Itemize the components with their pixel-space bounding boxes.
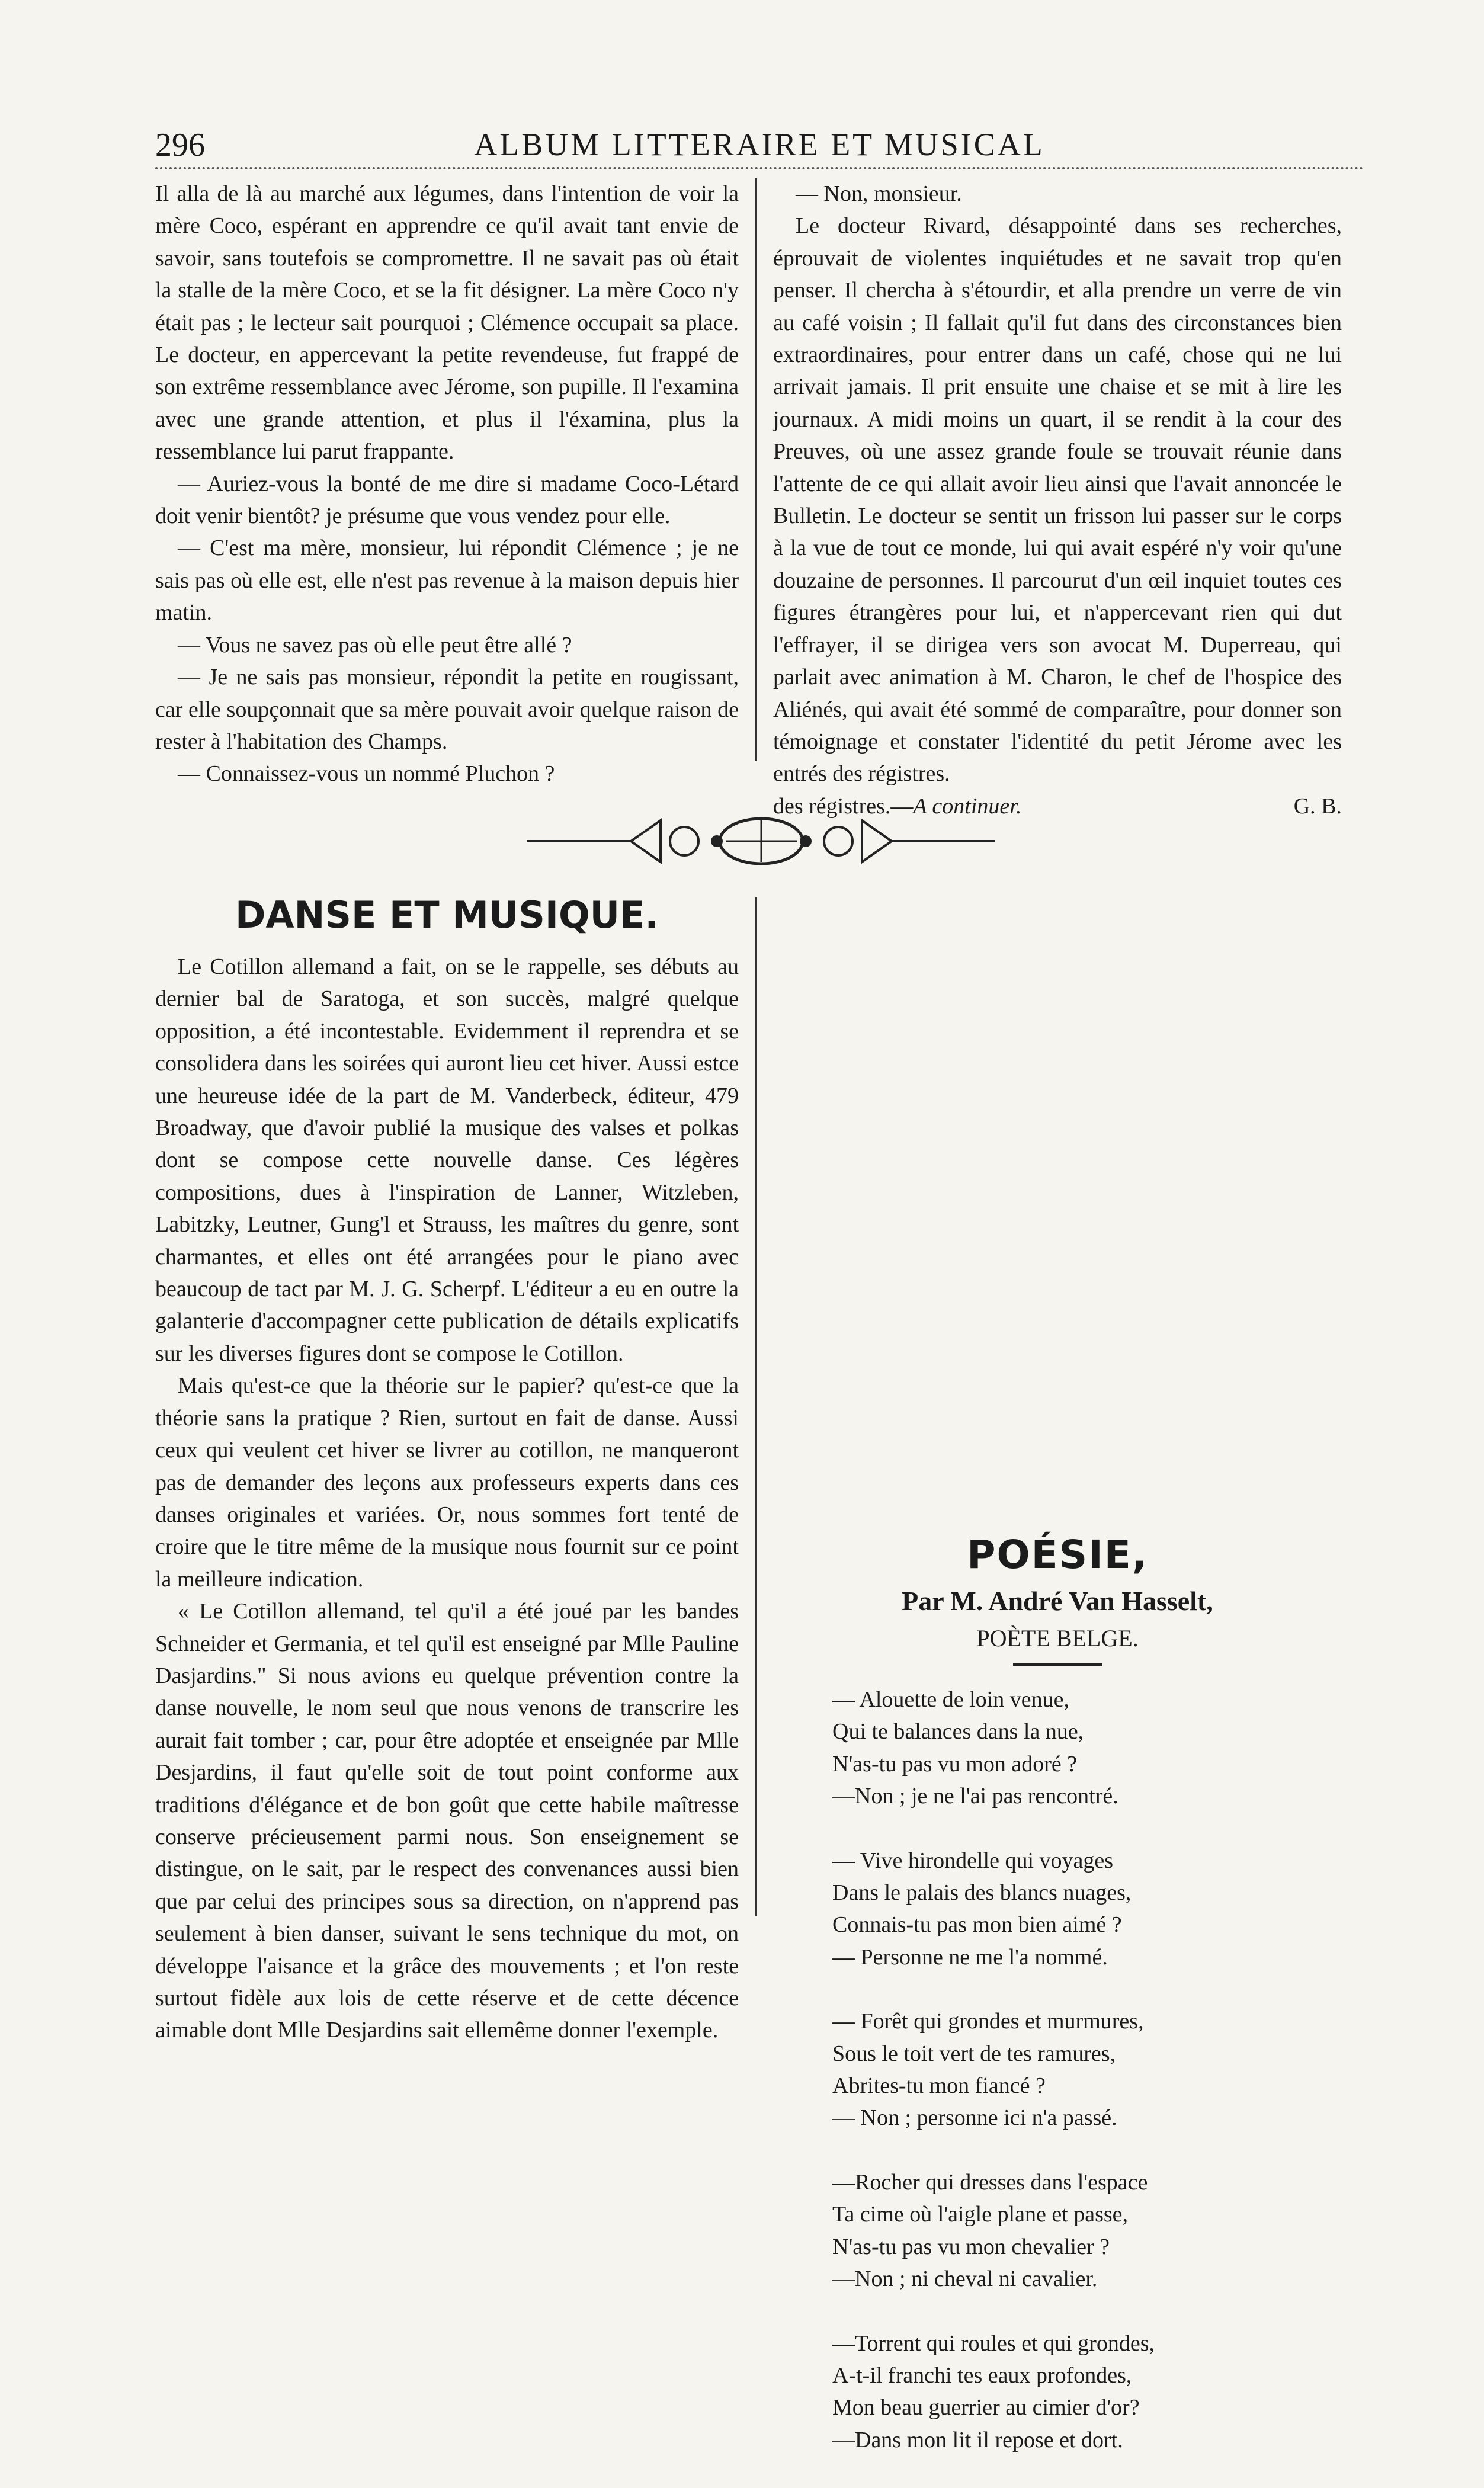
to-be-continued: A continuer. <box>913 793 1022 819</box>
poem-line: N'as-tu pas vu mon adoré ? <box>832 1751 1078 1777</box>
poem-author: Par M. André Van Hasselt, <box>902 1586 1213 1616</box>
story-paragraph: Le docteur Rivard, désappointé dans ses recherches, éprouvait de violentes inquiétudes et ne savait trop qu'en penser. Il chercha à s'étourdir, et alla prendre un verre de vin au café voisin ; Il fallait qu'il fut dans des circonstances bien extraordinaires, pour entrer dans un café, chose qui ne lui arrivait jamais. Il prit ensuite une chaise et se mit à lire les journaux. A midi moins un quart, il se rendit à la cour des Preuves, où une assez grande foule se trouvait réunie dans l'attente de ce qui allait avoir lieu ainsi que l'avait annoncée le Bulletin. Le docteur se sentit un frisson lui passer sur le corps à la vue de tout ce monde, lui qui avait espéré n'y voir qu'une douzaine de personnes. Il parcourut d'un œil inquiet toutes ces figures étrangères pour lui, et n'appercevant rien qui dut l'effrayer, il se dirigea vers son avocat M. Duperreau, qui parlait avec animation à M. Charon, le chef de l'hospice des Aliénés, qui avait été sommé de comparaître, pour donner son témoignage et constater l'identité du petit Jérome avec les entrés des régistres. <box>773 213 1342 787</box>
story-closing-text: des régistres.— <box>773 793 914 819</box>
poem-line: A-t-il franchi tes eaux profondes, <box>832 2362 1132 2388</box>
poem-line: —Dans mon lit il repose et dort. <box>832 2427 1123 2452</box>
section-title-danse: DANSE ET MUSIQUE. <box>235 893 659 937</box>
poem-stanza <box>832 2166 1342 2295</box>
danse-paragraph: Le Cotillon allemand a fait, on se le rappelle, ses débuts au dernier bal de Saratoga, et son succès, malgré quelque opposition, a été incontestable. Evidemment il reprendra et se consolidera dans les soirées qui auront lieu cet hiver. Aussi estce une heureuse idée de la part de M. Vanderbeck, éditeur, 479 Broadway, que d'avoir publié la musique des valses et polkas dont se compose cette nouvelle danse. Ces légères compositions, dues à l'inspiration de Lanner, Witzleben, Labitzky, Leutner, Gung'l et Strauss, les maîtres du genre, sont charmantes, et elles ont été arrangées pour le piano avec beaucoup de tact par M. J. G. Scherpf. L'éditeur a eu en outre la galanterie d'accompagner cette publication de détails explicatifs sur les diverses figures dont se compose le Cotillon. <box>155 954 739 1366</box>
poem-line: — Alouette de loin venue, <box>832 1687 1069 1712</box>
story-paragraph: Il alla de là au marché aux légumes, dans l'intention de voir la mère Coco, espérant en apprendre ce qu'il avait tant envie de savoir, sans toutefois se compromettre. Il ne savait pas où était la stalle de la mère Coco, et se la fit désigner. La mère Coco n'y était pas ; le lecteur sait pourquoi ; Clémence occupait sa place. Le docteur, en appercevant la petite revendeuse, fut frappé de son extrême ressemblance avec Jérome, son pupille. Il l'examina avec une grande attention, et plus il l'éxamina, plus la ressemblance lui parut frappante. <box>155 181 739 464</box>
story-paragraph: — Auriez-vous la bonté de me dire si madame Coco-Létard doit venir bientôt? je présume que vous vendez pour elle. <box>155 471 739 529</box>
poem-line: —Non ; ni cheval ni cavalier. <box>832 2266 1098 2292</box>
story-paragraph: — Connaissez-vous un nommé Pluchon ? <box>178 761 555 787</box>
author-signature: G. B. <box>1293 793 1342 819</box>
poem-stanza <box>832 1684 1342 1813</box>
column-rule <box>755 897 757 1916</box>
column-rule <box>755 178 757 761</box>
journal-title: ALBUM LITTERAIRE ET MUSICAL <box>474 127 1045 162</box>
poem-line: Dans le palais des blancs nuages, <box>832 1880 1132 1906</box>
story-paragraph: — Vous ne savez pas où elle peut être allé ? <box>178 632 572 658</box>
poem-line: — Personne ne me l'a nommé. <box>832 1944 1108 1970</box>
poem-origin: POÈTE BELGE. <box>976 1625 1139 1652</box>
poem-stanza <box>832 2327 1342 2457</box>
poem-line: Mon beau guerrier au cimier d'or? <box>832 2395 1140 2420</box>
poem-line: —Non ; je ne l'ai pas rencontré. <box>832 1784 1118 1809</box>
poem-line: —Rocher qui dresses dans l'espace <box>832 2169 1148 2195</box>
poem-line: Connais-tu pas mon bien aimé ? <box>832 1912 1122 1938</box>
poem-line: Abrites-tu mon fiancé ? <box>832 2073 1046 2099</box>
story-paragraph: — Je ne sais pas monsieur, répondit la petite en rougissant, car elle soupçonnait que sa mère pouvait avoir quelque raison de rester à l'habitation des Champs. <box>155 665 739 754</box>
story-paragraph: — Non, monsieur. <box>796 181 962 206</box>
poem-line: N'as-tu pas vu mon chevalier ? <box>832 2234 1110 2259</box>
poem-line: — Non ; personne ici n'a passé. <box>832 2105 1117 2131</box>
poem-line: Qui te balances dans la nue, <box>832 1719 1084 1745</box>
section-title-poesie: POÉSIE, <box>967 1532 1148 1578</box>
danse-left-column <box>155 892 739 2047</box>
story-left-column <box>155 178 739 790</box>
poem-line: —Torrent qui roules et qui grondes, <box>832 2330 1155 2356</box>
poesie-column <box>773 1528 1342 2488</box>
ornamental-divider <box>521 806 1001 877</box>
danse-paragraph: Mais qu'est-ce que la théorie sur le papier? qu'est-ce que la théorie sans la pratique ? Rien, surtout en fait de danse. Aussi ceux qui veulent cet hiver se livrer au cotillon, ne manqueront pas de demander des leçons aux professeurs experts dans ces danses originales et variées. Or, nous sommes fort tenté de croire que le titre même de la musique nous fournit sur ce point la meilleure indication. <box>155 1373 739 1592</box>
poem-stanza <box>832 1845 1342 1974</box>
poem-line: — Forêt qui grondes et murmures, <box>832 2009 1144 2034</box>
poem-line: — Vive hirondelle qui voyages <box>832 1848 1114 1873</box>
poem-rule <box>1013 1663 1102 1666</box>
poem-line: Ta cime où l'aigle plane et passe, <box>832 2202 1129 2227</box>
poem-line: Sous le toit vert de tes ramures, <box>832 2041 1116 2066</box>
poem-stanza <box>832 2005 1342 2134</box>
danse-paragraph: « Le Cotillon allemand, tel qu'il a été joué par les bandes Schneider et Germania, et tel qu'il est enseigné par Mlle Pauline Dasjardins." Si nous avions eu quelque prévention contre la danse nouvelle, le nom seul que nous venons de transcrire les aurait fait tomber ; car, pour être adoptée et enseignée par Mlle Desjardins, il faut qu'elle soit de tout point conforme aux traditions d'élégance et de bon goût que cette habile maîtresse conserve précieusement parmi nous. Son enseignement se distingue, on le sait, par le respect des convenances aussi bien que par celui des principes sous sa direction, on n'apprend pas seulement à bien danser, suivant le sens technique du mot, on développe l'aisance et la grâce des mouvements ; et l'on reste surtout fidèle aux lois de cette réserve et de cette décence aimable dont Mlle Desjardins sait ellemême donner l'exemple. <box>155 1599 739 2043</box>
page-number: 296 <box>155 127 205 163</box>
header-rule <box>155 167 1364 169</box>
story-paragraph: — C'est ma mère, monsieur, lui répondit Clémence ; je ne sais pas où elle est, elle n'est pas revenue à la maison depuis hier matin. <box>155 536 739 626</box>
story-right-column <box>773 178 1342 822</box>
